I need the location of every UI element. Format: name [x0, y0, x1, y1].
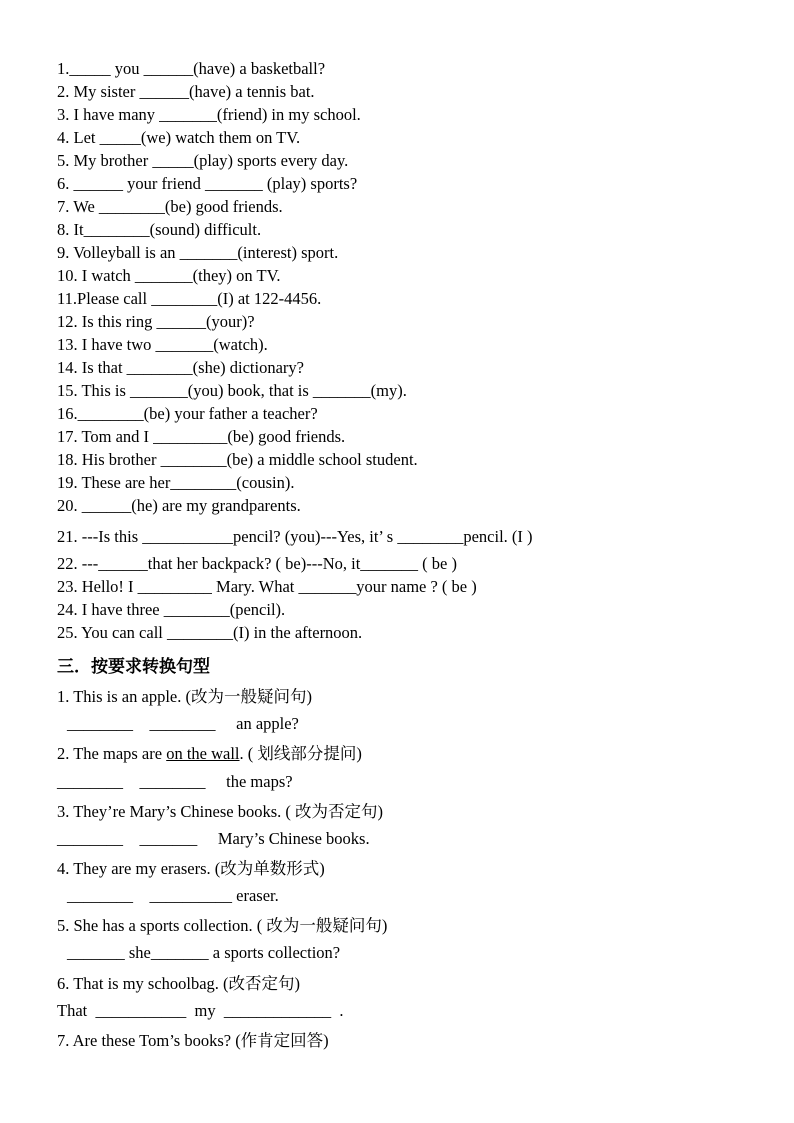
exercise-item: 15. This is _______(you) book, that is _______(my).	[57, 381, 407, 400]
exercise-item: 20. ______(he) are my grandparents.	[57, 496, 301, 515]
answer-blank-5: _______ she_______ a sports collection?	[67, 943, 341, 962]
exercise-item: 22. ---______that her backpack? ( be)---No, it_______ ( be )	[57, 554, 457, 573]
question-5: 5. She has a sports collection. ( 改为一般疑问句)	[57, 916, 388, 935]
question-1: 1. This is an apple. (改为一般疑问句)	[57, 687, 312, 706]
question-6: 6. That is my schoolbag. (改否定句)	[57, 974, 301, 993]
exercise-item: 16.________(be) your father a teacher?	[57, 404, 318, 423]
question-2-instruction: . ( 划线部分提问)	[239, 744, 362, 763]
exercise-item: 7. We ________(be) good friends.	[57, 197, 283, 216]
question-4: 4. They are my erasers. (改为单数形式)	[57, 859, 325, 878]
exercise-item: 1._____ you ______(have) a basketball?	[57, 59, 326, 78]
question-7: 7. Are these Tom’s books? (作肯定回答)	[57, 1031, 329, 1050]
question-2-text: 2. The maps are	[57, 744, 167, 763]
exercise-item: 18. His brother ________(be) a middle school student.	[57, 450, 418, 469]
section-heading: 三．按要求转换句型	[57, 657, 210, 677]
exercise-item: 19. These are her________(cousin).	[57, 473, 295, 492]
exercise-item: 2. My sister ______(have) a tennis bat.	[57, 82, 315, 101]
exercise-item: 4. Let _____(we) watch them on TV.	[57, 128, 301, 147]
exercise-item: 24. I have three ________(pencil).	[57, 600, 286, 619]
exercise-item: 21. ---Is this ___________pencil? (you)---Yes, it’ s ________pencil. (I )	[57, 527, 533, 546]
exercise-item: 8. It________(sound) difficult.	[57, 220, 262, 239]
answer-blank-4: ________ __________ eraser.	[67, 886, 279, 905]
exercise-item: 10. I watch _______(they) on TV.	[57, 266, 281, 285]
exercise-item: 13. I have two _______(watch).	[57, 335, 268, 354]
answer-blank-1: ________ ________ an apple?	[67, 714, 299, 733]
exercise-item: 5. My brother _____(play) sports every day.	[57, 151, 349, 170]
exercise-item: 11.Please call ________(I) at 122-4456.	[57, 289, 322, 308]
exercise-item: 6. ______ your friend _______ (play) sports?	[57, 174, 358, 193]
exercise-item: 23. Hello! I _________ Mary. What _______your name ? ( be )	[57, 577, 477, 596]
question-3: 3. They’re Mary’s Chinese books. ( 改为否定句)	[57, 802, 383, 821]
exercise-item: 12. Is this ring ______(your)?	[57, 312, 255, 331]
exercise-item: 9. Volleyball is an _______(interest) sport.	[57, 243, 339, 262]
answer-blank-3: ________ _______ Mary’s Chinese books.	[57, 829, 370, 848]
answer-blank-2: ________ ________ the maps?	[57, 772, 293, 791]
exercise-item: 25. You can call ________(I) in the afternoon.	[57, 623, 363, 642]
exercise-item: 14. Is that ________(she) dictionary?	[57, 358, 304, 377]
exercise-item: 3. I have many _______(friend) in my school.	[57, 105, 361, 124]
question-2	[57, 744, 362, 764]
answer-blank-6: That ___________ my _____________ .	[57, 1001, 344, 1020]
exercise-item: 17. Tom and I _________(be) good friends.	[57, 427, 346, 446]
underlined-phrase: on the wall	[166, 744, 240, 763]
